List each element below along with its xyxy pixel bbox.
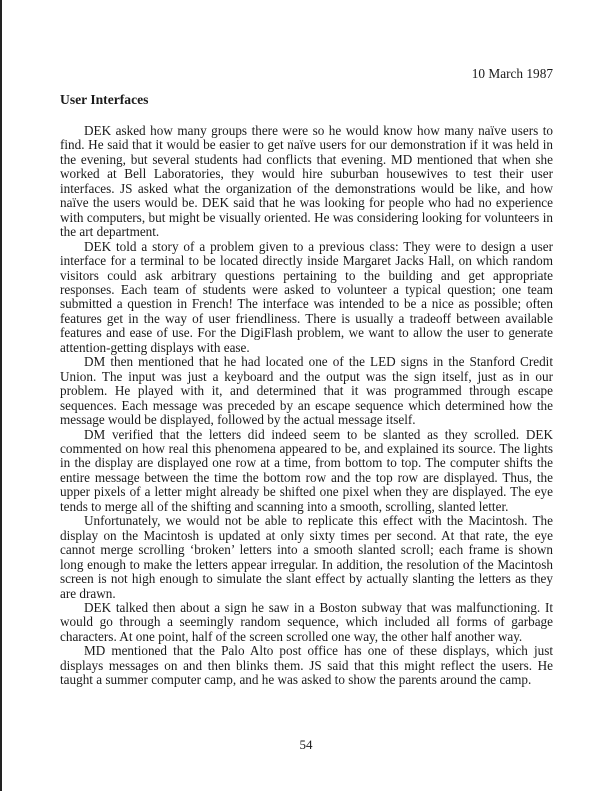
paragraph: Unfortunately, we would not be able to replicate this effect with the Macintosh. The display on the Macintosh is updated at only sixty times per second. At that rate, the eye cannot merge scrolling ‘broken’ letters into a smooth slanted scroll; each frame is shown long enough to make the letters appear irregular. In addition, the resolution of the Macintosh screen is not high enough to simulate the slant effect by actually slanting the letters as they are drawn.: [60, 513, 553, 601]
paragraph: DM then mentioned that he had located one of the LED signs in the Stanford Credit Union. The input was just a keyboard and the output was the sign itself, just as in our problem. He played with it, and determined that it was programmed through escape sequences. Each message was preceded by an escape sequence which determined how the message would be displayed, followed by the actual message itself.: [60, 354, 553, 428]
paragraph: DEK told a story of a problem given to a previous class: They were to design a user interface for a terminal to be located directly inside Margaret Jacks Hall, on which random visitors could ask arbitrary questions pertaining to the building and get appropriate responses. Each team of students were asked to volunteer a typical question; one team submitted a question in French! The interface was intended to be a nice as possible; often features get in the way of user friendliness. There is usually a tradeoff between available features and ease of use. For the DigiFlash problem, we want to allow the user to generate attention-getting displays with ease.: [60, 238, 553, 355]
page-left-edge: [0, 0, 2, 791]
paragraph: DEK asked how many groups there were so he would know how many naïve users to find. He said that it would be easier to get naïve users for our demonstration if it was held in the evening, but several students had conflicts that evening. MD mentioned that when she worked at Bell Laboratories, they would hire suburban housewives to test their user interfaces. JS asked what the organization of the demonstrations would be like, and how naïve the users would be. DEK said that he was looking for people who had no experience with computers, but might be visually oriented. He was considering looking for volunteers in the art department.: [60, 123, 553, 240]
document-date: 10 March 1987: [471, 66, 553, 81]
paragraph: MD mentioned that the Palo Alto post office has one of these displays, which just displays messages on and then blinks them. JS said that this might reflect the users. He taught a summer computer camp, and he was asked to show the parents around the camp.: [60, 643, 553, 688]
paragraph: DM verified that the letters did indeed seem to be slanted as they scrolled. DEK commented on how real this phenomena appeared to be, and explained its source. The lights in the display are displayed one row at a time, from bottom to top. The computer shifts the entire message between the time the bottom row and the top row are displayed. Thus, the upper pixels of a letter might already be shifted one pixel when they are displayed. The eye tends to merge all of the shifting and scanning into a smooth, scrolling, slanted letter.: [60, 426, 553, 514]
section-heading: User Interfaces: [60, 92, 149, 107]
document-body: [60, 124, 553, 688]
paragraph: DEK talked then about a sign he saw in a Boston subway that was malfunctioning. It would go through a seemingly random sequence, which included all forms of garbage characters. At one point, half of the screen scrolled one way, the other half another way.: [60, 599, 553, 644]
page-number: 54: [299, 737, 313, 752]
